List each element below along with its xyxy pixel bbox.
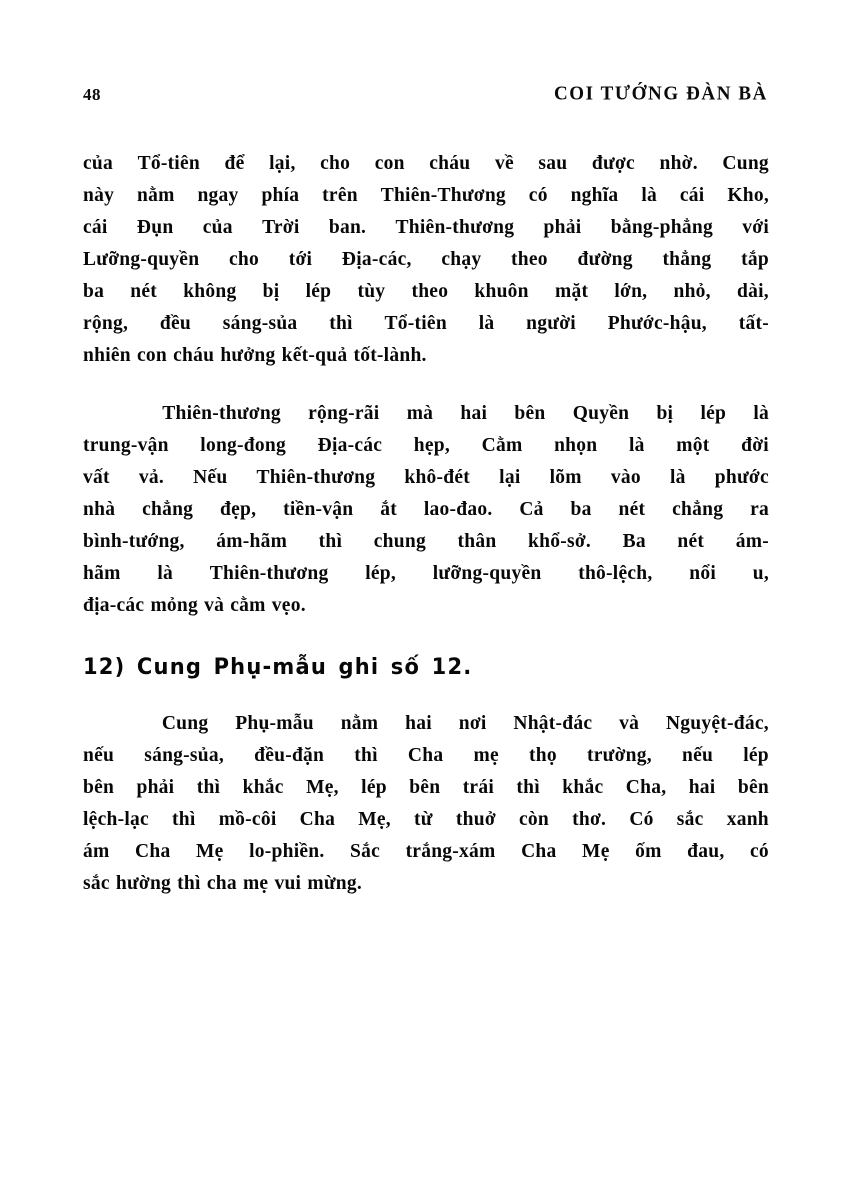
word: mà (406, 403, 434, 424)
word: Mẹ, (358, 809, 391, 830)
word: Thiên-Thương (380, 185, 506, 206)
word: ngay (197, 185, 239, 206)
word: thì (354, 745, 378, 766)
text-line (83, 148, 769, 180)
word: Cha (299, 809, 336, 830)
word: nhờ. (659, 153, 698, 174)
word: rộng, (83, 313, 129, 334)
word: lép (743, 745, 769, 766)
text-line (83, 180, 769, 212)
word: con (374, 153, 405, 174)
word: và (619, 713, 640, 734)
word: Cha (135, 841, 171, 862)
word: thuở (455, 809, 496, 830)
paragraph-continuation (83, 148, 769, 372)
word: theo (511, 249, 548, 270)
word: ám- (735, 531, 769, 552)
word: phải (543, 217, 582, 238)
word: có (528, 185, 548, 206)
word: ốm (635, 841, 662, 862)
word: là (478, 313, 495, 334)
word: khuôn (474, 281, 529, 302)
text-block-lower (83, 708, 769, 900)
word: về (494, 153, 514, 174)
word: bên (83, 777, 115, 798)
word: Quyền (572, 403, 630, 424)
word: phía (261, 185, 300, 206)
word: ra (750, 499, 769, 520)
word: thô-lệch, (578, 563, 653, 584)
word: phước (714, 467, 769, 488)
word: ba (83, 281, 105, 302)
text-line (83, 398, 769, 430)
word: Đụn (136, 217, 174, 238)
word: của (83, 153, 113, 174)
word: Cung (722, 153, 769, 174)
word: sắc (676, 809, 704, 830)
word: bên (409, 777, 441, 798)
word: Có (629, 809, 654, 830)
word: bị (656, 403, 674, 424)
word: Phụ-mẫu (235, 713, 314, 734)
word: bằng-phẳng (610, 217, 713, 238)
word: Cung (161, 713, 209, 734)
word: nhọn (554, 435, 598, 456)
word: lại, (269, 153, 296, 174)
word: Mẹ, (306, 777, 339, 798)
word: trái (462, 777, 495, 798)
text-line (83, 462, 769, 494)
text-line (83, 708, 769, 740)
text-block-upper (83, 148, 769, 622)
word: bên (514, 403, 546, 424)
text-line: nhiên con cháu hưởng kết-quả tốt-lành. (83, 345, 427, 366)
text-line: địa-các mỏng và cằm vẹo. (83, 595, 306, 616)
word: nét (618, 499, 646, 520)
word: thì (318, 531, 343, 552)
word: cháu (429, 153, 471, 174)
word: rộng-rãi (308, 403, 380, 424)
paragraph-indent (83, 398, 135, 430)
word: nằm (340, 713, 379, 734)
word: chẳng (142, 499, 194, 520)
word: một (676, 435, 710, 456)
word: thì (329, 313, 353, 334)
word: để (224, 153, 245, 174)
word: lép, (365, 563, 397, 584)
word: dài, (736, 281, 769, 302)
word: ba (570, 499, 592, 520)
word: Cả (519, 499, 544, 520)
word: khắc (562, 777, 604, 798)
word: trắng-xám (405, 841, 496, 862)
word: lớn, (614, 281, 648, 302)
word: tiền-vận (283, 499, 354, 520)
word: Thiên-thương (395, 217, 515, 238)
word: Ba (622, 531, 646, 552)
word: mặt (554, 281, 589, 302)
word: lại (499, 467, 521, 488)
text-line (83, 308, 769, 340)
word: chẳng (672, 499, 724, 520)
word: vả. (138, 467, 164, 488)
word: thọ (529, 745, 557, 766)
text-line (83, 558, 769, 590)
word: cái (83, 217, 108, 238)
word: là (670, 467, 686, 488)
word: nét (130, 281, 158, 302)
word: Lưỡng-quyền (83, 249, 200, 270)
word: hai (460, 403, 488, 424)
word: nếu (681, 745, 714, 766)
text-line (83, 740, 769, 772)
running-head-title: COI TƯỚNG ĐÀN BÀ (553, 82, 768, 105)
word: nổi (689, 563, 717, 584)
word: sáng-sủa, (144, 745, 224, 766)
word: hai (688, 777, 716, 798)
word: nằm (136, 185, 175, 206)
word: Nếu (193, 467, 228, 488)
word: ban. (328, 217, 367, 238)
word: thì (172, 809, 196, 830)
word: Địa-các, (341, 249, 412, 270)
word: là (157, 563, 174, 584)
paragraph-indent (83, 708, 135, 740)
word: lao-đao. (423, 499, 493, 520)
word: bên (737, 777, 769, 798)
word: hãm (83, 563, 121, 584)
text-line (83, 244, 769, 276)
word: đều-đặn (254, 745, 325, 766)
word: trên (322, 185, 358, 206)
word: tùy (357, 281, 386, 302)
word: hẹp, (413, 435, 451, 456)
word: tắp (741, 249, 769, 270)
text-line (83, 772, 769, 804)
word: cho (320, 153, 351, 174)
word: bị (262, 281, 280, 302)
word: khô-đét (404, 467, 471, 488)
word: sáng-sủa (222, 313, 298, 334)
word: xanh (726, 809, 769, 830)
word: nơi (458, 713, 487, 734)
word: Cằm (481, 435, 523, 456)
word: nghĩa (570, 185, 619, 206)
word: Mẹ (582, 841, 610, 862)
word: tất- (738, 313, 769, 334)
word: thơ. (572, 809, 607, 830)
word: mồ-côi (218, 809, 277, 830)
word: đẹp, (220, 499, 257, 520)
word: phải (136, 777, 175, 798)
word: Địa-các (317, 435, 383, 456)
word: trung-vận (83, 435, 169, 456)
word: nhà (83, 499, 116, 520)
word: nếu (83, 745, 115, 766)
word: theo (411, 281, 449, 302)
word: long-đong (200, 435, 286, 456)
word: đường (577, 249, 633, 270)
word: lệch-lạc (83, 809, 149, 830)
word: bình-tướng, (83, 531, 185, 552)
word: không (183, 281, 237, 302)
word: Nguyệt-đác, (665, 713, 769, 734)
word: Trời (262, 217, 300, 238)
word: Kho, (727, 185, 769, 206)
word: tới (288, 249, 313, 270)
word: người (526, 313, 576, 334)
word: lép (700, 403, 727, 424)
paragraph-cung-phu-mau (83, 708, 769, 900)
word: lo-phiền. (249, 841, 325, 862)
word: của (202, 217, 233, 238)
word: Mẹ (196, 841, 224, 862)
word: hai (405, 713, 432, 734)
word: khắc (242, 777, 284, 798)
word: thì (516, 777, 540, 798)
text-line (83, 804, 769, 836)
word: vào (610, 467, 641, 488)
word: trường, (586, 745, 652, 766)
word: đều (159, 313, 192, 334)
word: Tổ-tiên (137, 153, 200, 174)
text-line (83, 430, 769, 462)
word: có (750, 841, 769, 862)
word: Cha, (625, 777, 667, 798)
word: là (628, 435, 645, 456)
word: chạy (441, 249, 482, 270)
word: là (641, 185, 657, 206)
page-folio-number: 48 (83, 85, 101, 104)
word: lép (305, 281, 332, 302)
word: khổ-sở. (528, 531, 591, 552)
word: chung (373, 531, 426, 552)
word: Nhật-đác (513, 713, 593, 734)
text-line (83, 276, 769, 308)
word: lép (361, 777, 387, 798)
word: được (591, 153, 635, 174)
section-heading-12: 12) Cung Phụ-mẫu ghi số 12. (83, 654, 473, 679)
word: đời (741, 435, 769, 456)
word: nhỏ, (673, 281, 711, 302)
word: Thiên-thương (209, 563, 329, 584)
word: Cha (521, 841, 557, 862)
word: vất (83, 467, 110, 488)
word: đau, (687, 841, 725, 862)
word: với (742, 217, 769, 238)
word: thân (457, 531, 497, 552)
word: Cha (407, 745, 444, 766)
word: cho (229, 249, 260, 270)
text-line: sắc hường thì cha mẹ vui mừng. (83, 873, 363, 894)
word: còn (519, 809, 550, 830)
word: u, (752, 563, 769, 584)
word: Thiên-thương (256, 467, 376, 488)
word: thẳng (662, 249, 712, 270)
word: ám (83, 841, 110, 862)
running-head (83, 84, 768, 108)
word: sau (538, 153, 568, 174)
word: mẹ (473, 745, 499, 766)
word: lưỡng-quyền (432, 563, 542, 584)
word: này (83, 185, 115, 206)
word: cái (679, 185, 705, 206)
word: Tổ-tiên (384, 313, 447, 334)
word: Phước-hậu, (607, 313, 707, 334)
text-line (83, 212, 769, 244)
text-line (83, 526, 769, 558)
word: là (753, 403, 769, 424)
word: ám-hãm (216, 531, 288, 552)
word: từ (414, 809, 433, 830)
word: lõm (549, 467, 582, 488)
word: Sắc (350, 841, 381, 862)
word: Thiên-thương (162, 403, 281, 424)
word: nét (677, 531, 705, 552)
word: thì (196, 777, 221, 798)
word: ắt (380, 499, 397, 520)
text-line (83, 494, 769, 526)
text-line (83, 836, 769, 868)
paragraph-thien-thuong (83, 398, 769, 622)
